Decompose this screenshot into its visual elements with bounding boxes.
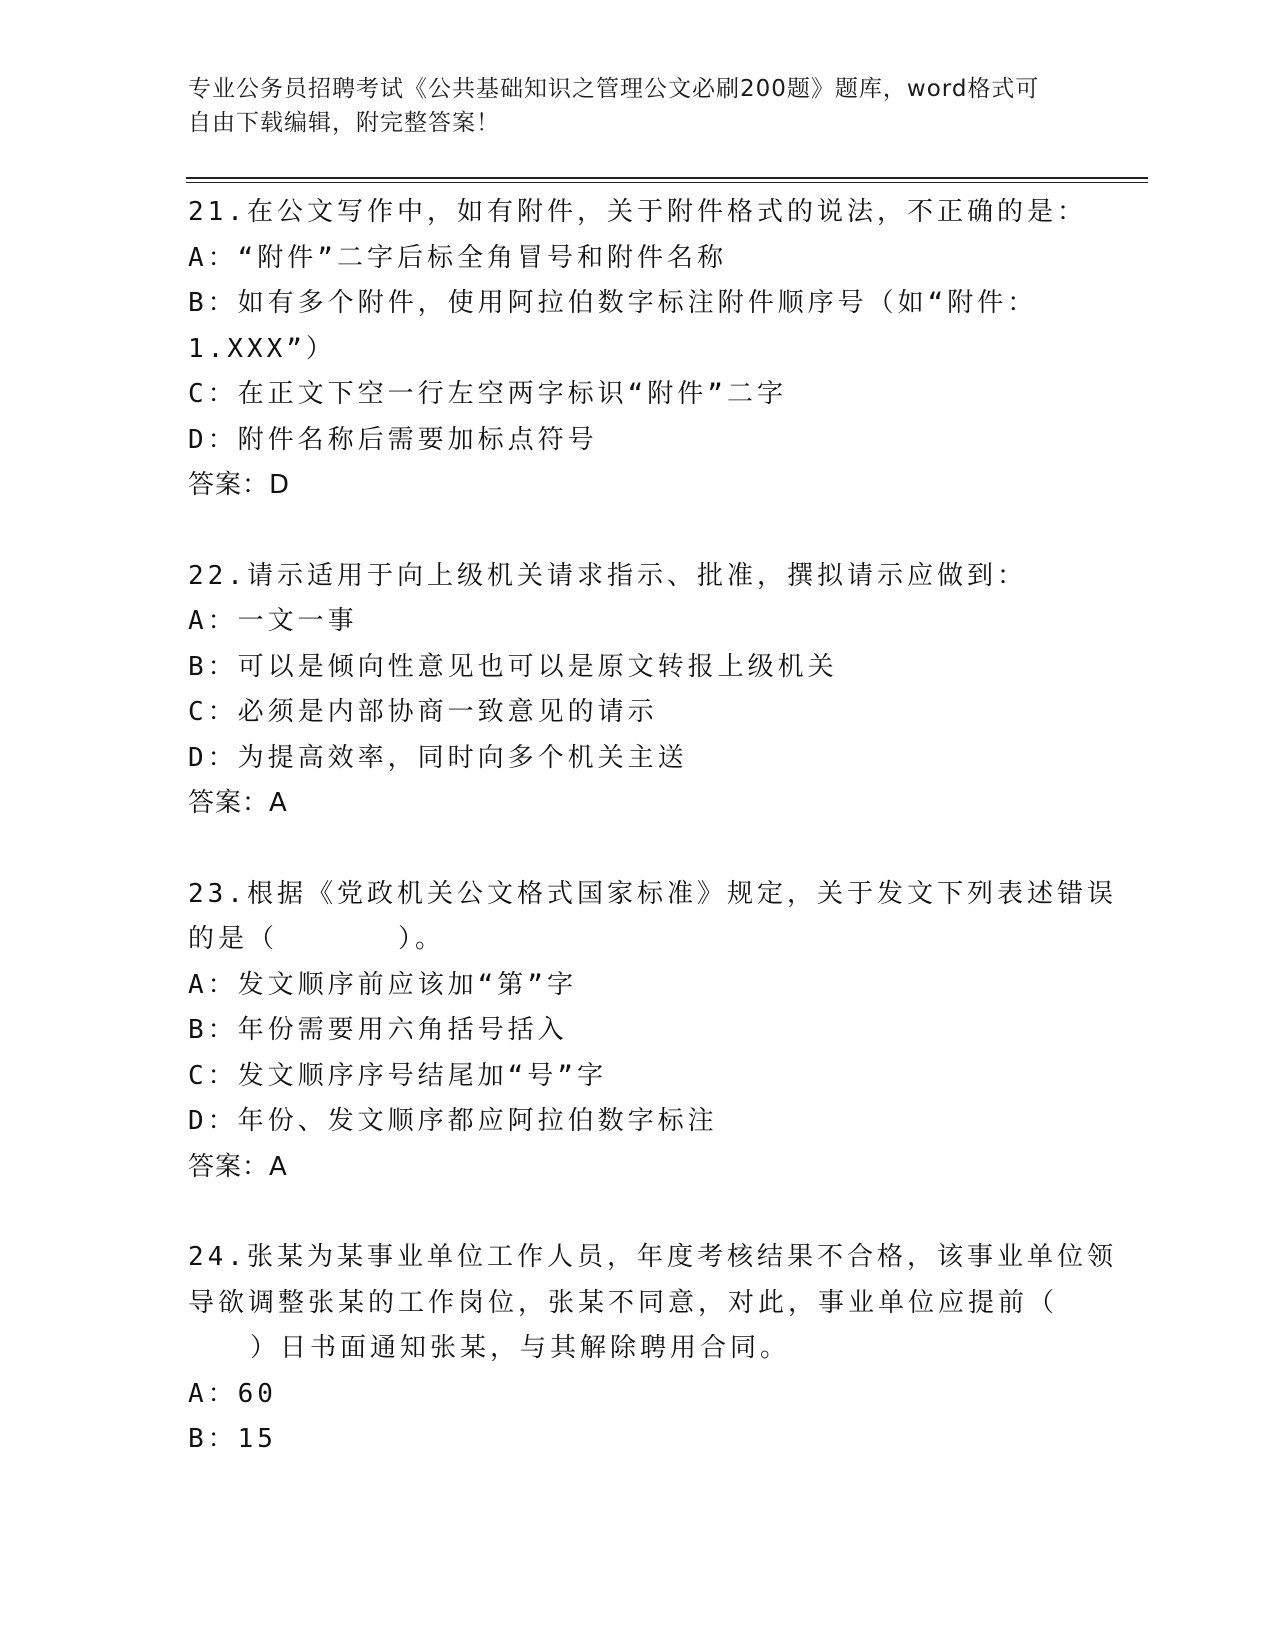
question-stem-continued: ）日书面通知张某，与其解除聘用合同。	[250, 1333, 791, 1363]
header-rule	[186, 177, 1148, 179]
question-21	[188, 190, 1148, 509]
question-22	[188, 554, 1148, 827]
option-d: D：年份、发文顺序都应阿拉伯数字标注	[188, 1106, 718, 1136]
option-a: A：“附件”二字后标全角冒号和附件名称	[188, 242, 727, 273]
option-a: A：一文一事	[188, 606, 358, 636]
question-stem-continued: 导欲调整张某的工作岗位，张某不同意，对此，事业单位应提前（	[188, 1287, 1059, 1318]
question-stem: 21.在公文写作中，如有附件，关于附件格式的说法，不正确的是：	[188, 197, 1087, 227]
question-23	[188, 872, 1148, 1191]
option-b-continued: 1.XXX”）	[188, 333, 336, 364]
question-stem: 24.张某为某事业单位工作人员，年度考核结果不合格，该事业单位领	[188, 1242, 1117, 1272]
option-c: C：必须是内部协商一致意见的请示	[188, 697, 658, 727]
answer: 答案：A	[188, 1151, 288, 1182]
page-header	[188, 72, 1088, 140]
answer: 答案：D	[188, 470, 291, 500]
option-c: C：发文顺序序号结尾加“号”字	[188, 1060, 607, 1091]
option-b: B：可以是倾向性意见也可以是原文转报上级机关	[188, 651, 838, 682]
header-line: 自由下载编辑，附完整答案！	[188, 110, 500, 136]
option-d: D：为提高效率，同时向多个机关主送	[188, 742, 688, 773]
option-b: B：年份需要用六角括号括入	[188, 1015, 568, 1045]
question-stem-continued: 的是（ ）。	[188, 924, 446, 954]
question-24	[188, 1235, 1148, 1463]
header-rule-thin	[186, 182, 1148, 183]
option-b: B：如有多个附件，使用阿拉伯数字标注附件顺序号（如“附件：	[188, 288, 1038, 318]
question-stem: 22.请示适用于向上级机关请求指示、批准，撰拟请示应做到：	[188, 560, 1027, 591]
option-d: D：附件名称后需要加标点符号	[188, 424, 598, 455]
option-c: C：在正文下空一行左空两字标识“附件”二字	[188, 379, 787, 409]
question-stem: 23.根据《党政机关公文格式国家标准》规定，关于发文下列表述错误	[188, 878, 1117, 909]
question-list	[188, 190, 1148, 1463]
option-a: A：60	[188, 1378, 277, 1409]
answer: 答案：A	[188, 788, 288, 818]
option-b: B：15	[188, 1424, 277, 1454]
header-line: 专业公务员招聘考试《公共基础知识之管理公文必刷200题》题库，word格式可	[188, 76, 1040, 102]
option-a: A：发文顺序前应该加“第”字	[188, 969, 577, 1000]
